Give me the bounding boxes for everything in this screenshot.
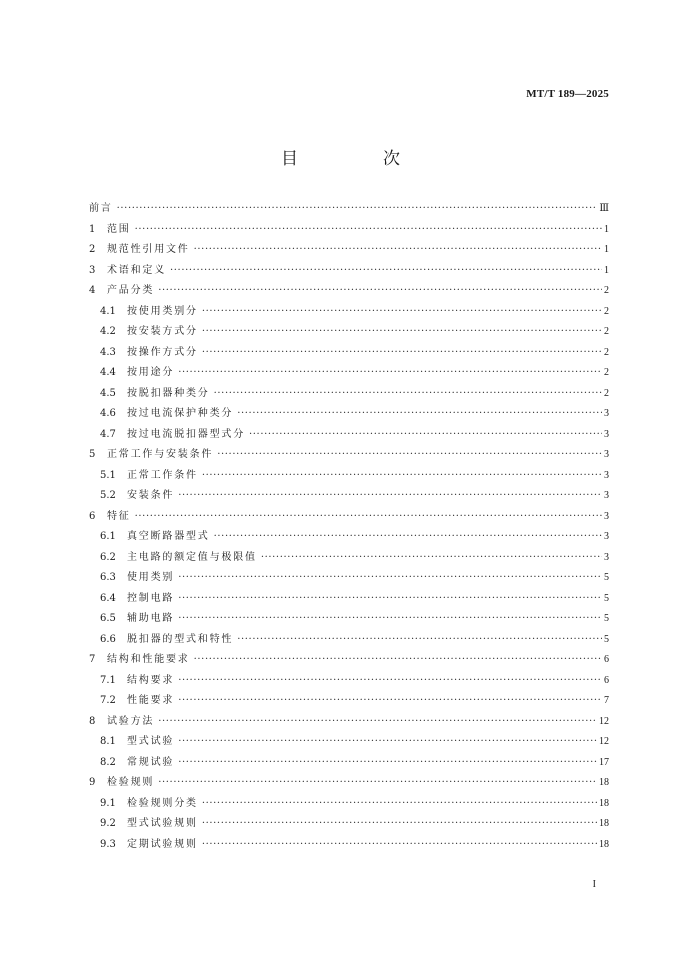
toc-leader-dots [237, 630, 602, 651]
toc-entry[interactable] [89, 548, 609, 569]
toc-entry-page: 1 [604, 223, 609, 235]
toc-entry-page: 3 [604, 510, 609, 522]
toc-entry[interactable] [89, 220, 609, 241]
toc-entry[interactable] [89, 486, 609, 507]
toc-entry-number: 4 [89, 285, 96, 296]
toc-entry-page: 5 [604, 633, 609, 645]
toc-entry[interactable] [89, 732, 609, 753]
toc-entry-label: 真空断路器型式 [127, 531, 210, 542]
toc-entry[interactable] [89, 794, 609, 815]
toc-leader-dots [178, 486, 602, 507]
toc-entry-page: 2 [604, 305, 609, 317]
toc-entry-number: 7 [89, 654, 96, 665]
toc-entry-page: 2 [604, 285, 609, 296]
toc-leader-dots [178, 753, 597, 774]
toc-entry-label: 规范性引用文件 [107, 244, 190, 255]
toc-entry-number: 4.4 [100, 367, 116, 378]
toc-entry-page: 2 [604, 367, 609, 378]
toc-entry-number: 7.1 [100, 674, 116, 686]
toc-leader-dots [249, 425, 602, 446]
toc-entry-label: 前言 [89, 203, 113, 214]
toc-entry-number: 6.5 [100, 613, 116, 624]
toc-entry-number: 5 [89, 449, 96, 460]
toc-entry-page: 17 [599, 756, 609, 768]
toc-entry-number: 1 [89, 223, 96, 235]
toc-entry[interactable] [89, 322, 609, 343]
toc-entry-page: 3 [604, 490, 609, 501]
toc-entry-number: 6.6 [100, 633, 116, 645]
toc-entry-label: 型式试验规则 [127, 818, 198, 829]
toc-leader-dots [170, 261, 602, 282]
toc-entry[interactable] [89, 445, 609, 466]
toc-entry-page: 5 [604, 592, 609, 604]
toc-entry-page: 3 [604, 449, 609, 460]
toc-entry-label: 按安装方式分 [127, 326, 198, 337]
toc-entry-page: 12 [599, 736, 609, 747]
toc-entry[interactable] [89, 261, 609, 282]
toc-entry-number: 3 [89, 264, 96, 276]
toc-entry-label: 检验规则 [107, 777, 155, 788]
toc-entry[interactable] [89, 199, 609, 220]
toc-entry[interactable] [89, 630, 609, 651]
toc-entry[interactable] [89, 712, 609, 733]
page-title: 目 次 [281, 149, 434, 169]
toc-entry-number: 7.2 [100, 695, 116, 706]
toc-entry-page: 18 [599, 777, 609, 788]
toc-leader-dots [158, 712, 597, 733]
toc-entry-number: 9 [89, 777, 96, 788]
toc-entry-label: 按过电流保护种类分 [127, 408, 234, 419]
toc-leader-dots [158, 281, 602, 302]
toc-entry-label: 按用途分 [127, 367, 175, 378]
toc-entry[interactable] [89, 609, 609, 630]
toc-entry-number: 6.2 [100, 551, 116, 563]
toc-leader-dots [178, 363, 602, 384]
toc-entry-page: 2 [604, 346, 609, 358]
standard-code: MT/T 189—2025 [526, 88, 609, 100]
toc-entry-page: 6 [604, 674, 609, 686]
toc-leader-dots [178, 671, 602, 692]
toc-entry[interactable] [89, 814, 609, 835]
toc-leader-dots [237, 404, 602, 425]
toc-entry-page: Ⅲ [599, 203, 609, 214]
toc-entry-label: 按操作方式分 [127, 346, 198, 358]
toc-leader-dots [202, 343, 602, 364]
toc-entry[interactable] [89, 466, 609, 487]
toc-entry[interactable] [89, 343, 609, 364]
toc-entry[interactable] [89, 425, 609, 446]
toc-entry-number: 4.3 [100, 346, 116, 358]
toc-entry[interactable] [89, 363, 609, 384]
toc-entry-label: 按脱扣器种类分 [127, 387, 210, 399]
toc-leader-dots [194, 650, 602, 671]
toc-entry[interactable] [89, 527, 609, 548]
toc-entry-label: 检验规则分类 [127, 797, 198, 809]
toc-entry-label: 常规试验 [127, 756, 175, 768]
toc-leader-dots [261, 548, 602, 569]
toc-entry[interactable] [89, 671, 609, 692]
toc-leader-dots [117, 199, 598, 220]
toc-entry-label: 型式试验 [127, 736, 175, 747]
toc-entry-label: 性能要求 [127, 695, 175, 706]
toc-leader-dots [202, 814, 597, 835]
toc-leader-dots [202, 322, 602, 343]
toc-entry[interactable] [89, 835, 609, 856]
toc-leader-dots [202, 835, 597, 856]
toc-entry-number: 2 [89, 244, 96, 255]
toc-leader-dots [135, 507, 602, 528]
toc-entry-page: 5 [604, 613, 609, 624]
toc-entry-label: 正常工作与安装条件 [107, 449, 214, 460]
toc-entry-page: 3 [604, 408, 609, 419]
toc-entry-label: 特征 [107, 510, 131, 522]
toc-leader-dots [214, 527, 602, 548]
toc-entry-page: 18 [599, 838, 609, 850]
toc-leader-dots [202, 302, 602, 323]
toc-entry-page: 3 [604, 469, 609, 481]
toc-entry-page: 3 [604, 428, 609, 440]
toc-entry-page: 18 [599, 818, 609, 829]
toc-leader-dots [217, 445, 602, 466]
toc-entry-number: 8.2 [100, 756, 116, 768]
toc-entry-page: 2 [604, 326, 609, 337]
toc-entry-label: 结构和性能要求 [107, 654, 190, 665]
toc-entry-label: 术语和定义 [107, 264, 166, 276]
toc-entry[interactable] [89, 650, 609, 671]
toc-entry-page: 1 [604, 244, 609, 255]
page-number: I [592, 879, 596, 890]
toc-entry-number: 4.1 [100, 305, 116, 317]
toc-entry-number: 5.1 [100, 469, 116, 481]
toc-entry[interactable] [89, 589, 609, 610]
toc-entry[interactable] [89, 302, 609, 323]
toc-entry-page: 12 [599, 715, 609, 727]
toc-entry-number: 6.1 [100, 531, 116, 542]
toc-entry-label: 主电路的额定值与极限值 [127, 551, 257, 563]
toc-entry-number: 6.4 [100, 592, 116, 604]
toc-entry[interactable] [89, 240, 609, 261]
toc-leader-dots [214, 384, 602, 405]
toc-entry-number: 4.7 [100, 428, 116, 440]
toc-entry-label: 控制电路 [127, 592, 175, 604]
toc-leader-dots [178, 589, 602, 610]
toc-leader-dots [178, 732, 597, 753]
toc-entry-number: 8.1 [100, 736, 116, 747]
toc-entry[interactable] [89, 384, 609, 405]
toc-entry-number: 9.1 [100, 797, 116, 809]
toc-entry-page: 2 [604, 387, 609, 399]
toc-entry-page: 1 [604, 264, 609, 276]
toc-entry-label: 安装条件 [127, 490, 175, 501]
toc-leader-dots [202, 466, 602, 487]
toc-leader-dots [178, 609, 602, 630]
toc-leader-dots [202, 794, 597, 815]
toc-entry-page: 6 [604, 654, 609, 665]
toc-entry-label: 按过电流脱扣器型式分 [127, 428, 245, 440]
toc-entry[interactable] [89, 753, 609, 774]
toc-entry[interactable] [89, 281, 609, 302]
toc-entry-number: 6.3 [100, 572, 116, 583]
toc-entry-label: 辅助电路 [127, 613, 175, 624]
toc-leader-dots [135, 220, 602, 241]
toc-entry-number: 6 [89, 510, 96, 522]
toc-entry-label: 脱扣器的型式和特性 [127, 633, 234, 645]
toc-entry-label: 正常工作条件 [127, 469, 198, 481]
toc-entry-page: 18 [599, 797, 609, 809]
toc-entry-label: 产品分类 [107, 285, 155, 296]
toc-entry-label: 定期试验规则 [127, 838, 198, 850]
toc-entry[interactable] [89, 568, 609, 589]
toc-entry-number: 5.2 [100, 490, 116, 501]
toc-entry-label: 范围 [107, 223, 131, 235]
toc-entry-page: 3 [604, 531, 609, 542]
toc-leader-dots [178, 568, 602, 589]
toc-entry-label: 使用类别 [127, 572, 175, 583]
toc-entry-number: 9.2 [100, 818, 116, 829]
toc-entry-label: 结构要求 [127, 674, 175, 686]
toc-entry[interactable] [89, 691, 609, 712]
toc-entry[interactable] [89, 404, 609, 425]
toc-entry-label: 按使用类别分 [127, 305, 198, 317]
toc-entry-number: 8 [89, 715, 96, 727]
toc-leader-dots [158, 773, 597, 794]
table-of-contents [89, 199, 609, 855]
toc-entry-label: 试验方法 [107, 715, 155, 727]
toc-entry-number: 4.5 [100, 387, 116, 399]
toc-leader-dots [194, 240, 602, 261]
toc-entry[interactable] [89, 507, 609, 528]
toc-entry[interactable] [89, 773, 609, 794]
toc-entry-page: 7 [604, 695, 609, 706]
toc-entry-number: 4.2 [100, 326, 116, 337]
toc-entry-number: 9.3 [100, 838, 116, 850]
toc-leader-dots [178, 691, 602, 712]
toc-entry-number: 4.6 [100, 408, 116, 419]
toc-entry-page: 5 [604, 572, 609, 583]
toc-entry-page: 3 [604, 551, 609, 563]
